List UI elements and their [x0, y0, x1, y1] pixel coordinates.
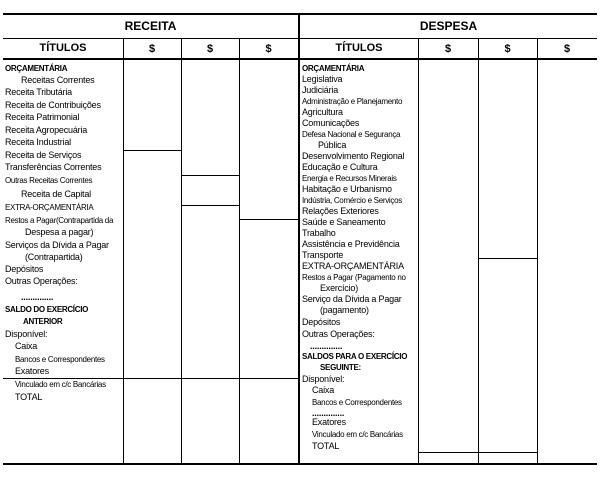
despesa-row-label: Pública	[318, 140, 347, 150]
receita-row-label: Outras Receitas Correntes	[5, 176, 93, 185]
receita-row-label: ..............	[21, 292, 54, 302]
despesa-col-divider-2	[478, 38, 479, 465]
despesa-subtotal-line-1	[478, 258, 537, 259]
receita-row-label: Receita de Contribuições	[5, 100, 101, 110]
despesa-row-label: Judiciária	[302, 85, 339, 95]
receita-titulos-header: TÍTULOS	[39, 42, 87, 54]
despesa-row-label: Caixa	[312, 385, 335, 395]
receita-row-label: Caixa	[15, 341, 38, 351]
despesa-row-label: Administração e Planejamento	[302, 97, 403, 106]
despesa-row-label: ..............	[310, 341, 343, 351]
receita-row-label: Receita Agropecuária	[5, 125, 88, 135]
despesa-row-label: Relações Exteriores	[302, 206, 379, 216]
despesa-row-label: Comunicações	[302, 118, 360, 128]
despesa-currency-header-1: $	[444, 43, 452, 55]
despesa-row-label: Depósitos	[302, 317, 341, 327]
despesa-row-label: Desenvolvimento Regional	[302, 151, 405, 161]
receita-row-label: Disponível:	[5, 329, 48, 339]
receita-subtotal-line-3	[181, 205, 239, 206]
despesa-currency-header-3: $	[563, 43, 571, 55]
receita-row-label: Restos a Pagar(Contrapartida da	[5, 216, 114, 225]
despesa-row-label: Exercício)	[320, 283, 359, 293]
receita-row-label: Depósitos	[5, 264, 44, 274]
despesa-row-label: Legislativa	[302, 74, 343, 84]
receita-row-label: Transferências Correntes	[5, 162, 102, 172]
despesa-row-label: Exatores	[312, 417, 346, 427]
receita-row-label: SALDO DO EXERCÍCIO	[5, 305, 89, 314]
receita-row-label: Receita de Serviços	[5, 150, 82, 160]
despesa-row-label: EXTRA-ORÇAMENTÁRIA	[302, 261, 404, 271]
despesa-row-label: SEGUINTE:	[320, 363, 361, 372]
receita-row-label: Outras Operações:	[5, 276, 78, 286]
despesa-row-label: TOTAL	[312, 441, 340, 451]
despesa-row-label: Restos a Pagar (Pagamento no	[302, 273, 406, 282]
top-border	[3, 13, 597, 15]
receita-subtotal-line-2	[181, 175, 239, 176]
receita-title: RECEITA	[124, 19, 177, 33]
despesa-col-divider-3	[537, 38, 538, 465]
despesa-row-label: (pagamento)	[320, 305, 369, 315]
despesa-row-label: Educação e Cultura	[302, 162, 378, 172]
despesa-row-label: Bancos e Correspondentes	[312, 398, 402, 407]
header-bottom-border	[3, 58, 597, 60]
despesa-row-label: ..............	[312, 408, 345, 418]
receita-row-label: Exatores	[15, 366, 49, 376]
despesa-row-label: Habitação e Urbanismo	[302, 184, 392, 194]
despesa-row-label: Defesa Nacional e Segurança	[302, 130, 401, 139]
receita-currency-header-2: $	[206, 43, 214, 55]
despesa-col-divider-1	[418, 38, 419, 465]
despesa-row-label: Serviço da Dívida a Pagar	[302, 294, 402, 304]
despesa-total-line	[418, 452, 537, 453]
receita-row-label: Receita Patrimonial	[5, 112, 80, 122]
receita-row-label: Vinculado em c/c Bancárias	[15, 380, 106, 389]
receita-row-label: Receita Industrial	[5, 137, 71, 147]
despesa-row-label: ORÇAMENTÁRIA	[302, 64, 365, 73]
receita-row-label: Receitas Correntes	[21, 75, 95, 85]
despesa-currency-header-2: $	[504, 43, 511, 55]
despesa-row-label: Indústria, Comércio e Serviços	[302, 196, 402, 205]
despesa-row-label: Energia e Recursos Minerais	[302, 174, 397, 183]
receita-row-label: EXTRA-ORÇAMENTÁRIA	[5, 203, 94, 212]
receita-col-divider-2	[181, 38, 182, 465]
receita-row-label: Receita de Capital	[21, 189, 91, 199]
despesa-row-label: Vinculado em c/c Bancárias	[312, 430, 403, 439]
despesa-row-label: Assistência e Previdência	[302, 239, 400, 249]
receita-row-label: Serviços da Dívida a Pagar	[5, 240, 109, 250]
bottom-border	[3, 463, 597, 465]
despesa-row-label: Outras Operações:	[302, 329, 375, 339]
receita-currency-header-1: $	[148, 43, 156, 55]
despesa-title: DESPESA	[419, 19, 478, 33]
receita-row-label: Despesa a pagar)	[25, 227, 94, 237]
receita-subtotal-line-4	[239, 219, 298, 220]
despesa-row-label: Saúde e Saneamento	[302, 217, 386, 227]
receita-row-label: ANTERIOR	[23, 317, 63, 326]
despesa-titulos-header: TÍTULOS	[335, 42, 383, 54]
receita-row-label: Bancos e Correspondentes	[15, 355, 105, 364]
receita-currency-header-3: $	[265, 43, 272, 55]
title-separator	[3, 38, 597, 39]
receita-row-label: TOTAL	[15, 392, 43, 402]
receita-row-label: ORÇAMENTÁRIA	[5, 64, 68, 73]
receita-col-divider-1	[123, 38, 124, 465]
despesa-row-label: SALDOS PARA O EXERCÍCIO	[302, 352, 408, 361]
receita-row-label: (Contrapartida)	[25, 252, 83, 262]
despesa-row-label: Transporte	[302, 250, 344, 260]
center-divider	[298, 13, 300, 465]
despesa-row-label: Trabalho	[302, 228, 336, 238]
despesa-row-label: Agricultura	[302, 107, 343, 117]
receita-subtotal-line-1	[123, 150, 181, 151]
despesa-row-label: Disponível:	[302, 374, 345, 384]
receita-col-divider-3	[239, 38, 240, 465]
receita-row-label: Receita Tributária	[5, 87, 72, 97]
